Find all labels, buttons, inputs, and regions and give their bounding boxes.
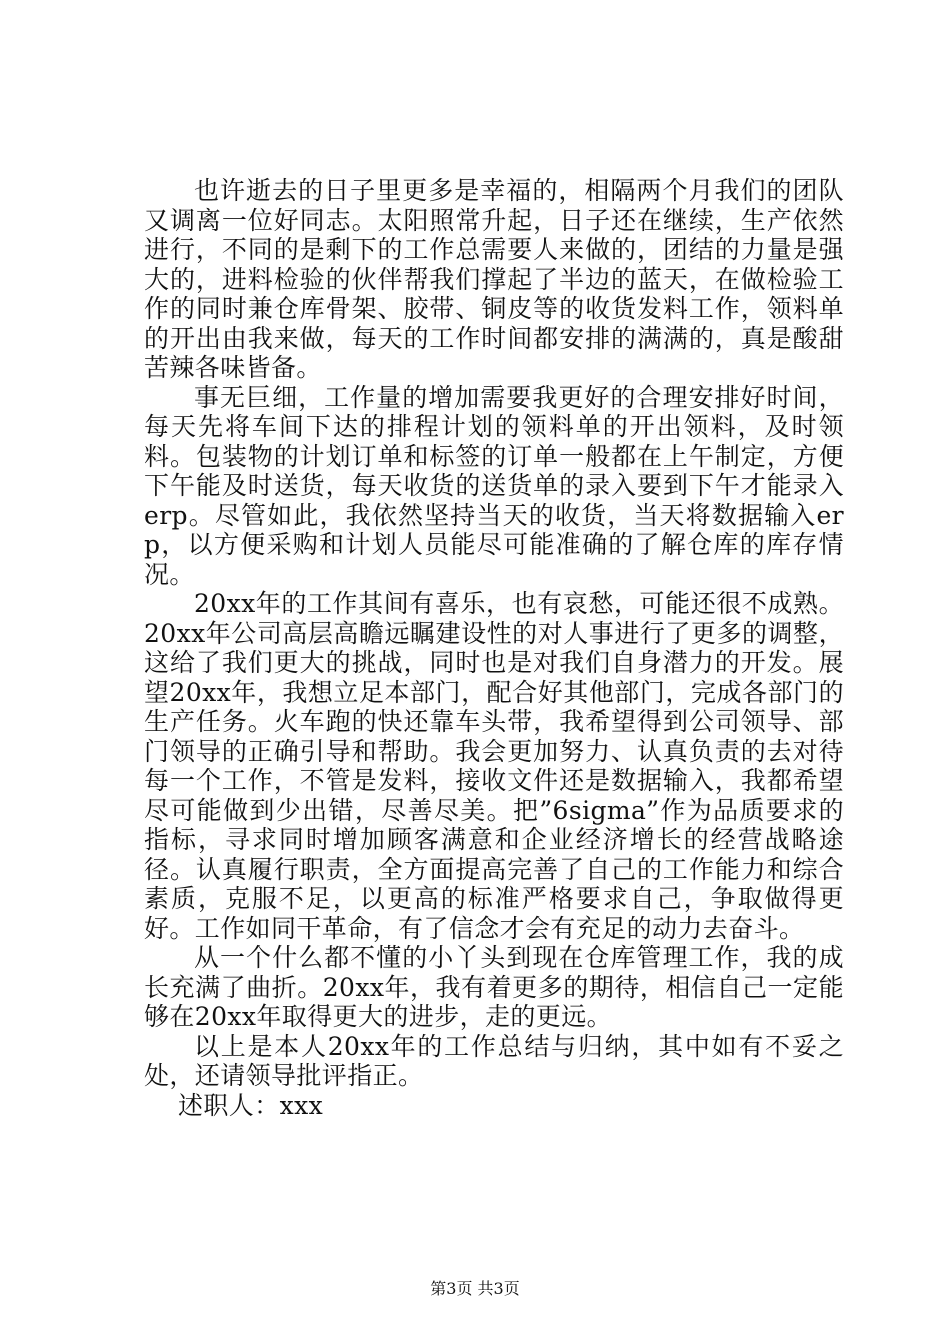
paragraph-3: 20xx年的工作其间有喜乐，也有哀愁，可能还很不成熟。20xx年公司高层高瞻远瞩建设性的对人事进行了更多的调整，这给了我们更大的挑战，同时也是对我们自身潜力的开发。展望20xx年，我想立足本部门，配合好其他部门，完成各部门的生产任务。火车跑的快还靠车头带，我希望得到公司领导、部门领导的正确引导和帮助。我会更加努力、认真负责的去对待每一个工作，不管是发料，接收文件还是数据输入，我都希望尽可能做到少出错，尽善尽美。把”6sigma”作为品质要求的指标，寻求同时增加顾客满意和企业经济增长的经营战略途径。认真履行职责，全方面提高完善了自己的工作能力和综合素质，克服不足，以更高的标准严格要求自己，争取做得更好。工作如同干革命，有了信念才会有充足的动力去奋斗。 xyxy=(144,589,844,943)
paragraph-4: 从一个什么都不懂的小丫头到现在仓库管理工作，我的成长充满了曲折。20xx年，我有着更多的期待，相信自己一定能够在20xx年取得更大的进步，走的更远。 xyxy=(144,943,844,1031)
page-number-footer: 第3页 共3页 xyxy=(430,1279,520,1298)
signature-line: 述职人：xxx xyxy=(178,1090,324,1120)
paragraph-1: 也许逝去的日子里更多是幸福的，相隔两个月我们的团队又调离一位好同志。太阳照常升起，日子还在继续，生产依然进行，不同的是剩下的工作总需要人来做的，团结的力量是强大的，进料检验的伙伴帮我们撑起了半边的蓝天，在做检验工作的同时兼仓库骨架、胶带、铜皮等的收货发料工作，领料单的开出由我来做，每天的工作时间都安排的满满的，真是酸甜苦辣各味皆备。 xyxy=(144,176,844,382)
paragraph-2: 事无巨细，工作量的增加需要我更好的合理安排好时间，每天先将车间下达的排程计划的领料单的开出领料，及时领料。包装物的计划订单和标签的订单一般都在上午制定，方便下午能及时送货，每天收货的送货单的录入要到下午才能录入erp。尽管如此，我依然坚持当天的收货，当天将数据输入erp，以方便采购和计划人员能尽可能准确的了解仓库的库存情况。 xyxy=(144,382,844,589)
paragraph-5: 以上是本人20xx年的工作总结与归纳，其中如有不妥之处，还请领导批评指正。 xyxy=(144,1031,844,1090)
document-body xyxy=(144,176,844,1120)
